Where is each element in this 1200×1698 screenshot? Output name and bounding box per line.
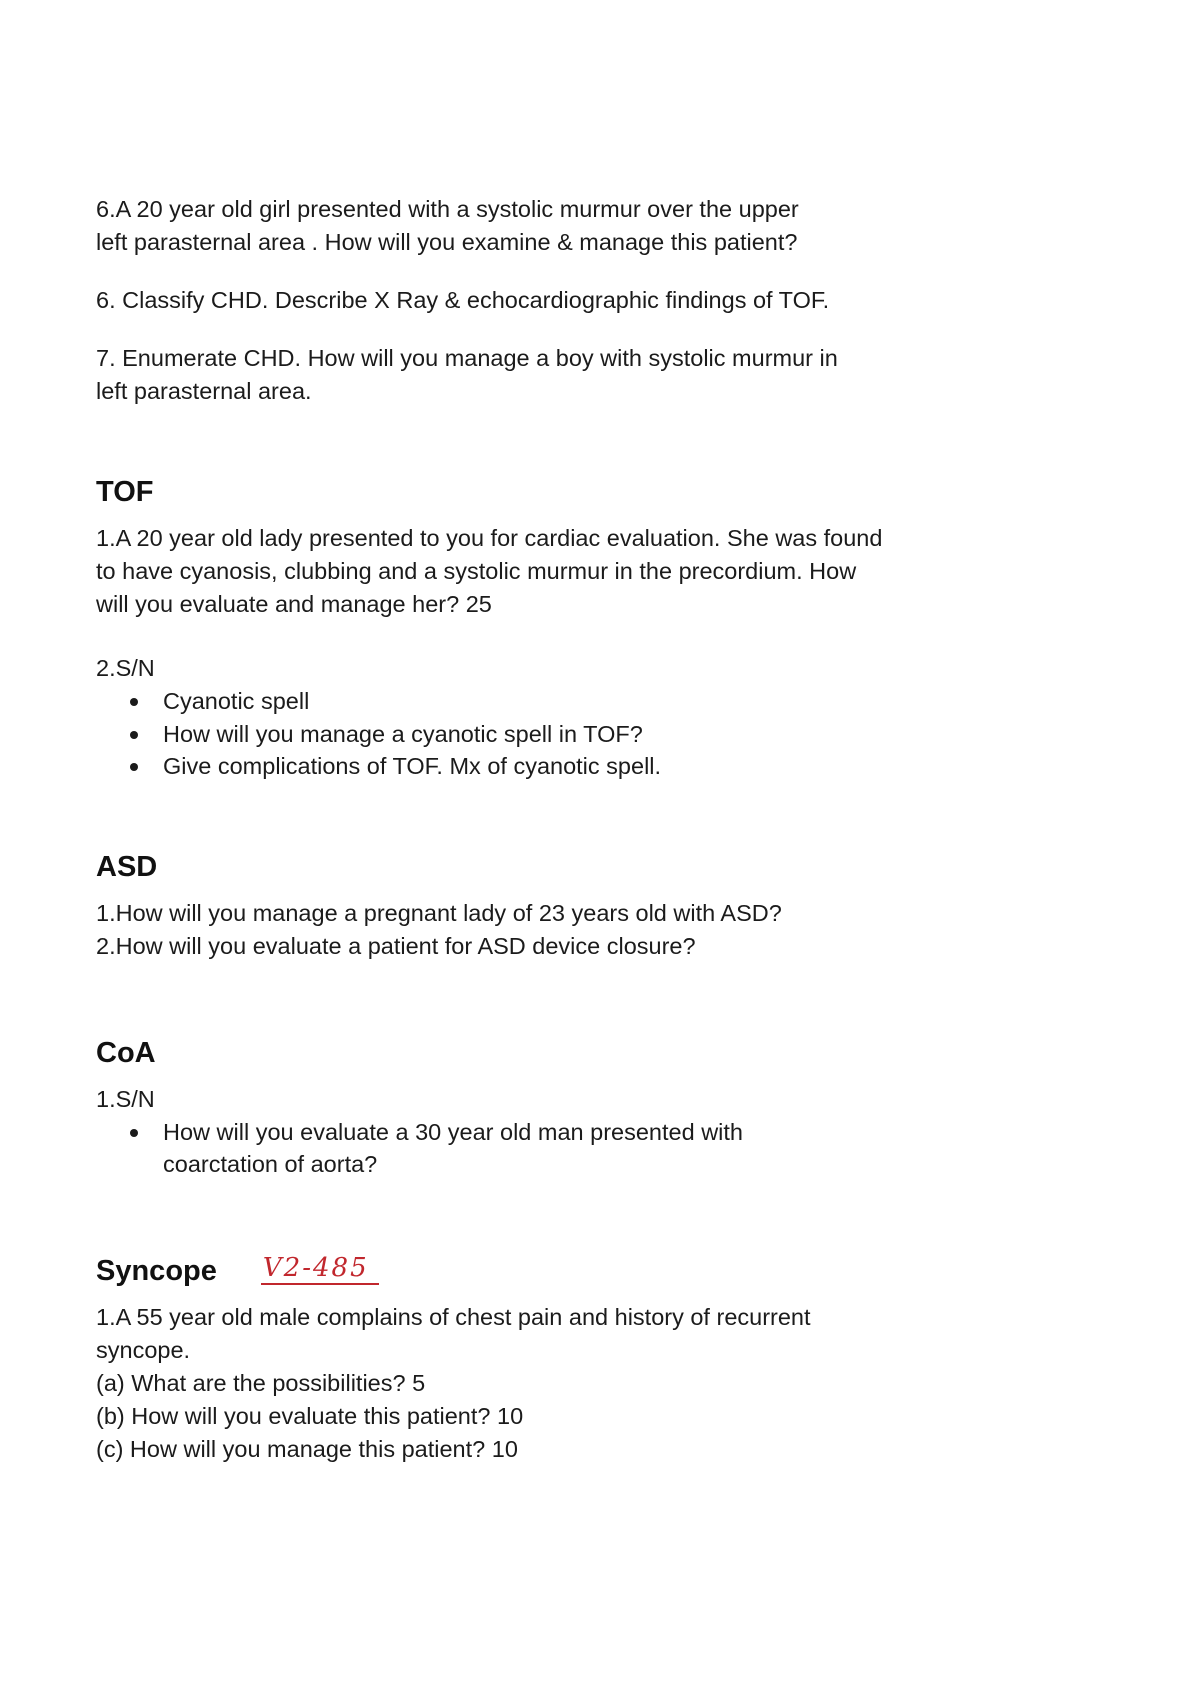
list-item: Cyanotic spell — [163, 685, 1096, 718]
coa-question-1-label: 1.S/N — [96, 1085, 155, 1112]
list-item: How will you manage a cyanotic spell in TOF? — [163, 718, 1096, 751]
syncope-question-1: 1.A 55 year old male complains of chest pain and history of recurrent syncope. — [96, 1303, 811, 1363]
coa-bullet-list — [96, 1116, 898, 1181]
list-item: Give complications of TOF. Mx of cyanotic spell. — [163, 750, 1096, 783]
asd-question-1: 1.How will you manage a pregnant lady of 23 years old with ASD? — [96, 899, 782, 926]
tof-question-1: 1.A 20 year old lady presented to you for cardiac evaluation. She was found to have cyanosis, clubbing and a systolic murmur in the precordium. How will you evaluate and manage her? 25 — [96, 525, 883, 617]
section-heading-tof: TOF — [96, 476, 154, 508]
syncope-part-c: (c) How will you manage this patient? 10 — [96, 1435, 518, 1462]
syncope-part-b: (b) How will you evaluate this patient? 10 — [96, 1402, 524, 1429]
document-content — [96, 193, 1096, 1466]
tof-question-2-label: 2.S/N — [96, 655, 155, 681]
question-6a: 6.A 20 year old girl presented with a systolic murmur over the upper left parasternal area . How will you examine & manage this patient? — [96, 196, 799, 255]
list-item: How will you evaluate a 30 year old man presented with coarctation of aorta? — [163, 1116, 898, 1181]
asd-question-2: 2.How will you evaluate a patient for ASD device closure? — [96, 932, 696, 959]
syncope-part-a: (a) What are the possibilities? 5 — [96, 1369, 426, 1396]
section-heading-asd: ASD — [96, 850, 158, 883]
section-heading-syncope: Syncope — [96, 1254, 217, 1287]
syncope-heading-row — [96, 1251, 1096, 1291]
tof-bullet-list — [96, 685, 1096, 783]
question-6b: 6. Classify CHD. Describe X Ray & echocardiographic findings of TOF. — [96, 287, 830, 313]
question-7: 7. Enumerate CHD. How will you manage a boy with systolic murmur in left parasternal area. — [96, 345, 838, 404]
section-heading-coa: CoA — [96, 1036, 156, 1069]
handwritten-annotation: V2-485 — [261, 1253, 379, 1285]
